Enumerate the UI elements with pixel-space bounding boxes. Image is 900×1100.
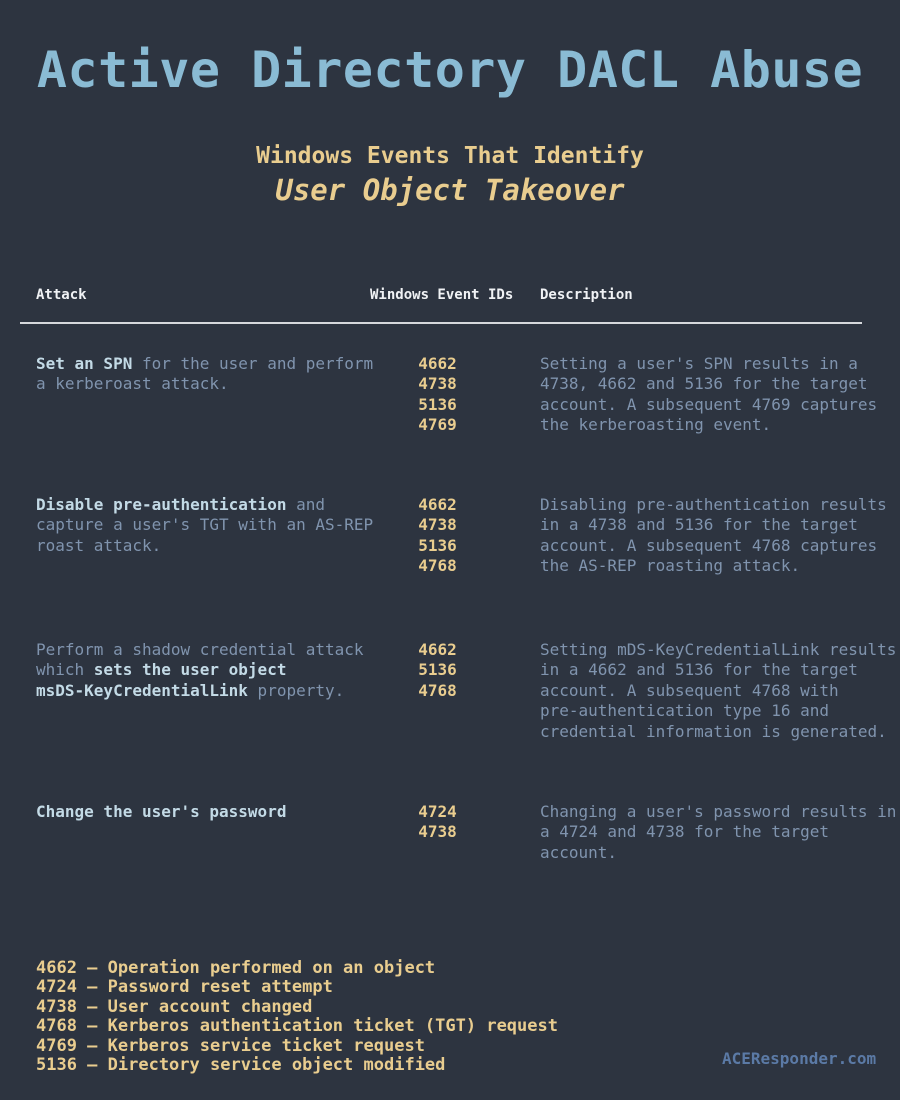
- page-title: Active Directory DACL Abuse: [36, 41, 864, 99]
- site-watermark: ACEResponder.com: [722, 1049, 877, 1068]
- description-line: a 4724 and 4738 for the target: [540, 822, 829, 842]
- attack-line: [36, 374, 376, 394]
- event-id: 4769: [418, 415, 457, 435]
- description-cell: [540, 802, 900, 863]
- legend-item: 4769 – Kerberos service ticket request: [36, 1035, 425, 1056]
- attack-line: [36, 354, 376, 374]
- event-id: 5136: [418, 394, 457, 414]
- attack-text-segment: a kerberoast attack.: [36, 374, 229, 394]
- event-ids-cell: [367, 354, 508, 436]
- description-cell: [540, 495, 900, 577]
- event-id: 4738: [418, 515, 457, 535]
- column-header-description: Description: [540, 287, 633, 303]
- description-line: 4738, 4662 and 5136 for the target: [540, 374, 868, 394]
- description-line: Setting mDS-KeyCredentialLink results: [540, 640, 897, 659]
- event-id: 4724: [418, 802, 457, 821]
- attack-line: [36, 536, 376, 556]
- description-cell: [540, 354, 900, 436]
- event-id: 5136: [418, 535, 457, 555]
- attack-text-segment: Change the user's password: [36, 802, 287, 821]
- attack-line: [36, 660, 376, 680]
- attack-cell: [36, 640, 376, 701]
- event-ids-cell: [367, 495, 508, 577]
- attack-text-segment: and: [286, 495, 325, 514]
- attack-line: [36, 515, 376, 535]
- column-header-attack: Attack: [36, 287, 87, 303]
- attack-cell: [36, 495, 376, 556]
- legend-item: 4724 – Password reset attempt: [36, 977, 333, 998]
- event-id: 4738: [418, 374, 457, 394]
- column-header-event-ids: Windows Event IDs: [370, 287, 514, 303]
- description-line: account.: [540, 842, 618, 862]
- description-line: in a 4662 and 5136 for the target: [540, 660, 858, 680]
- legend-item: 4738 – User account changed: [36, 996, 313, 1017]
- description-line: Changing a user's password results in: [540, 802, 897, 821]
- legend-item: 4662 – Operation performed on an object: [36, 958, 436, 978]
- description-line: account. A subsequent 4769 captures: [540, 394, 878, 414]
- attack-text-segment: Disable pre-authentication: [36, 495, 287, 514]
- event-id: 4662: [418, 354, 457, 373]
- description-line: Setting a user's SPN results in a: [540, 354, 858, 373]
- event-ids-cell: [367, 802, 508, 843]
- event-id: 4738: [418, 822, 457, 842]
- attack-text-segment: for the user and perform: [132, 354, 374, 373]
- event-id: 4662: [418, 640, 457, 659]
- attack-text-segment: Set an SPN: [36, 354, 133, 373]
- description-line: Disabling pre-authentication results: [540, 495, 887, 514]
- description-line: in a 4738 and 5136 for the target: [540, 515, 858, 535]
- attack-text-segment: msDS-KeyCredentialLink: [36, 680, 248, 700]
- description-cell: [540, 640, 900, 742]
- attack-cell: [36, 354, 376, 395]
- attack-line: [36, 681, 376, 701]
- attack-text-segment: which: [36, 660, 94, 680]
- event-id-legend: [36, 959, 558, 1075]
- event-id: 4768: [418, 556, 457, 576]
- description-line: the AS-REP roasting attack.: [540, 556, 801, 576]
- event-id: 4662: [418, 495, 457, 514]
- attack-line: [36, 640, 376, 660]
- description-line: account. A subsequent 4768 with: [540, 680, 839, 700]
- description-line: credential information is generated.: [540, 721, 887, 741]
- attack-text-segment: roast attack.: [36, 535, 162, 555]
- event-ids-cell: [367, 640, 508, 701]
- header-divider: [20, 322, 862, 324]
- attack-cell: [36, 802, 376, 822]
- description-line: the kerberoasting event.: [540, 415, 772, 435]
- event-id: 5136: [418, 660, 457, 680]
- attack-line: [36, 802, 376, 822]
- description-line: pre-authentication type 16 and: [540, 701, 829, 721]
- attack-text-segment: sets the user object: [93, 660, 287, 680]
- attack-text-segment: capture a user's TGT with an AS-REP: [36, 515, 374, 535]
- description-line: account. A subsequent 4768 captures: [540, 535, 878, 555]
- attack-text-segment: Perform a shadow credential attack: [36, 640, 364, 659]
- legend-item: 5136 – Directory service object modified: [36, 1055, 446, 1076]
- attack-text-segment: property.: [247, 680, 345, 700]
- subtitle-line-1: Windows Events That Identify: [256, 143, 644, 169]
- legend-item: 4768 – Kerberos authentication ticket (TGT) request: [36, 1016, 558, 1037]
- event-id: 4768: [418, 680, 457, 700]
- subtitle-line-2: User Object Takeover: [275, 173, 625, 207]
- attack-line: [36, 495, 376, 515]
